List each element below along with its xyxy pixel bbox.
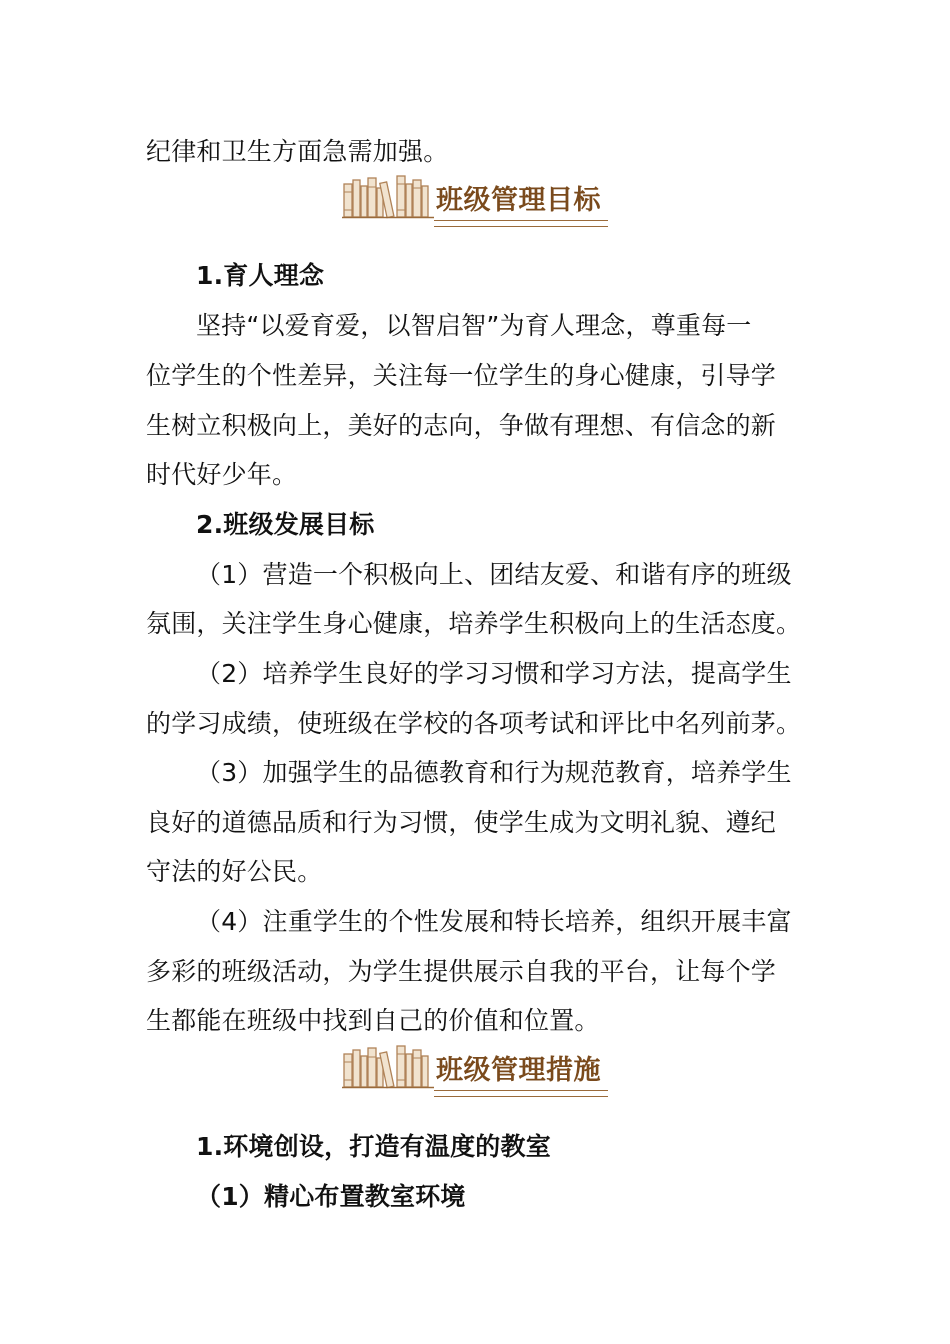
goal-item-line: 守法的好公民。 bbox=[146, 857, 323, 886]
title-underline bbox=[434, 220, 608, 227]
goal-item-line: （3）加强学生的品德教育和行为规范教育，培养学生 bbox=[196, 758, 792, 787]
section-heading-measures bbox=[342, 1042, 622, 1098]
subheading-class-goals: 2.班级发展目标 bbox=[196, 510, 375, 539]
section-heading-goals bbox=[342, 172, 622, 228]
subheading-education-philosophy: 1.育人理念 bbox=[196, 261, 325, 290]
goal-item-line: 良好的道德品质和行为习惯，使学生成为文明礼貌、遵纪 bbox=[146, 808, 777, 837]
paragraph-line: 时代好少年。 bbox=[146, 460, 298, 489]
goal-item-line: 氛围，关注学生身心健康，培养学生积极向上的生活态度。 bbox=[146, 609, 802, 638]
section-title: 班级管理措施 bbox=[436, 1055, 601, 1086]
intro-tail-line: 纪律和卫生方面急需加强。 bbox=[146, 137, 449, 166]
section-title: 班级管理目标 bbox=[436, 185, 601, 216]
goal-item-line: 的学习成绩，使班级在学校的各项考试和评比中名列前茅。 bbox=[146, 709, 802, 738]
goal-item-line: （2）培养学生良好的学习习惯和学习方法，提高学生 bbox=[196, 659, 792, 688]
title-underline bbox=[434, 1090, 608, 1097]
goal-item-line: 生都能在班级中找到自己的价值和位置。 bbox=[146, 1006, 600, 1035]
goal-item-line: （1）营造一个积极向上、团结友爱、和谐有序的班级 bbox=[196, 560, 792, 589]
books-icon bbox=[342, 172, 436, 220]
books-icon bbox=[342, 1042, 436, 1090]
paragraph-line: 生树立积极向上，美好的志向，争做有理想、有信念的新 bbox=[146, 411, 777, 440]
goal-item-line: （4）注重学生的个性发展和特长培养，组织开展丰富 bbox=[196, 907, 792, 936]
goal-item-line: 多彩的班级活动，为学生提供展示自我的平台，让每个学 bbox=[146, 957, 777, 986]
measure-item-heading: （1）精心布置教室环境 bbox=[196, 1182, 466, 1211]
paragraph-line: 坚持“以爱育爱，以智启智”为育人理念，尊重每一 bbox=[196, 311, 752, 340]
subheading-environment: 1.环境创设，打造有温度的教室 bbox=[196, 1132, 551, 1161]
paragraph-line: 位学生的个性差异，关注每一位学生的身心健康，引导学 bbox=[146, 361, 777, 390]
